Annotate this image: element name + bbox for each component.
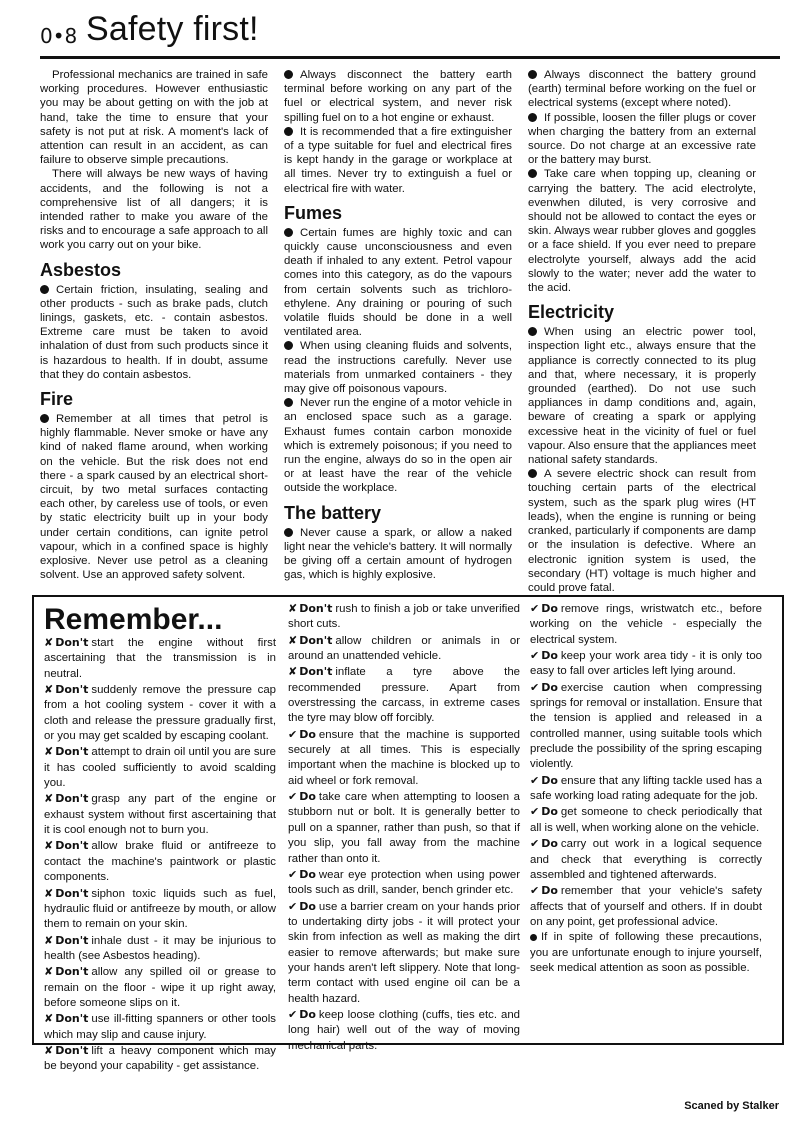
check-icon: ✔ bbox=[530, 649, 540, 663]
cross-icon: ✘ bbox=[44, 1043, 54, 1057]
item-text: allow children or animals in or around an unattended vehicle. bbox=[288, 634, 520, 663]
do-label: Do bbox=[299, 1007, 316, 1021]
item-text: carry out work in a logical sequence and check that everything is correctly assembled and tightened afterwards. bbox=[530, 838, 762, 881]
fumes-heading: Fumes bbox=[284, 202, 343, 223]
battery-heading: The battery bbox=[284, 502, 382, 523]
cross-icon: ✘ bbox=[44, 886, 54, 900]
item-text: suddenly remove the pressure cap from a hot cooling system - cover it with a cloth and release the pressure gradually first, or you may get scalded by escaping coolant. bbox=[44, 684, 276, 743]
dont-label: Don't bbox=[55, 792, 89, 806]
item-text: lift a heavy component which may be beyond your capability - get assistance. bbox=[44, 1044, 276, 1073]
bullet-icon bbox=[40, 414, 49, 423]
item-text: inflate a tyre above the recommended pressure. Apart from overstressing the carcass, in extreme cases the tyre may blow off forcibly. bbox=[288, 666, 520, 725]
remember-title: Remember... bbox=[44, 603, 223, 636]
remember-column-3 bbox=[530, 601, 762, 976]
do-label: Do bbox=[299, 727, 316, 741]
fire-bullet-3: It is recommended that a fire extinguisher of a type suitable for fuel and electrical fires is kept handy in the garage or workplace at all times. Never try to extinguish a fuel or electrical fire with water. bbox=[284, 125, 512, 195]
check-icon: ✔ bbox=[530, 884, 540, 898]
check-icon: ✔ bbox=[530, 680, 540, 694]
cross-icon: ✘ bbox=[288, 602, 298, 615]
cross-icon: ✘ bbox=[44, 839, 54, 853]
remember-column-1 bbox=[44, 635, 276, 1075]
do-item bbox=[288, 867, 520, 899]
item-text: siphon toxic liquids such as fuel, hydraulic fluid or antifreeze by mouth, or allow them to remain on your skin. bbox=[44, 887, 276, 931]
dont-item bbox=[288, 601, 520, 633]
battery-bullet-3: If possible, loosen the filler plugs or cover when charging the battery from an external source. Do not charge at an excessive rate or the battery may burst. bbox=[528, 111, 756, 167]
item-text: get someone to check periodically that all is well, when working alone on the vehicle. bbox=[530, 806, 762, 834]
dont-label: Don't bbox=[55, 965, 89, 979]
remember-box bbox=[32, 595, 784, 1073]
asbestos-heading: Asbestos bbox=[40, 259, 122, 280]
item-text: use ill-fitting spanners or other tools which may slip and cause injury. bbox=[44, 1013, 276, 1041]
cross-icon: ✘ bbox=[44, 792, 54, 806]
bullet-icon bbox=[40, 285, 49, 294]
do-item bbox=[288, 789, 520, 867]
text-column-3 bbox=[528, 68, 756, 595]
header-rule bbox=[40, 56, 780, 59]
item-text: rush to finish a job or take unverified short cuts. bbox=[288, 603, 520, 631]
item-text: inhale dust - it may be injurious to health (see Asbestos heading). bbox=[44, 934, 276, 962]
dont-label: Don't bbox=[299, 633, 333, 647]
cross-icon: ✘ bbox=[44, 745, 54, 759]
page-title: Safety first! bbox=[86, 10, 259, 48]
battery-bullet-4: Take care when topping up, cleaning or carrying the battery. The acid electrolyte, evenwhen diluted, is very corrosive and should not be allowed to contact the eyes or skin. Always wear rubber gloves and goggles or a face shield. If you ever need to prepare electrolyte yourself, always add the acid slowly to the water; never add the water to the acid. bbox=[528, 168, 756, 295]
bullet-icon bbox=[528, 327, 537, 336]
dont-label: Don't bbox=[55, 636, 89, 649]
check-icon: ✔ bbox=[530, 837, 540, 851]
do-item bbox=[288, 899, 520, 1007]
do-item bbox=[530, 773, 762, 805]
dont-label: Don't bbox=[55, 886, 89, 900]
cross-icon: ✘ bbox=[44, 636, 54, 649]
dont-item bbox=[44, 964, 276, 1011]
check-icon: ✔ bbox=[530, 602, 540, 615]
do-item bbox=[288, 1007, 520, 1054]
do-label: Do bbox=[541, 805, 558, 819]
cross-icon: ✘ bbox=[44, 965, 54, 979]
dont-item bbox=[288, 664, 520, 726]
text-column-1 bbox=[40, 68, 268, 583]
dont-item bbox=[44, 838, 276, 885]
item-text: allow brake fluid or antifreeze to contact the machine's paintwork or plastic components. bbox=[44, 840, 276, 884]
dont-label: Don't bbox=[299, 602, 333, 615]
dont-label: Don't bbox=[55, 839, 89, 853]
bullet-icon bbox=[284, 228, 293, 237]
bullet-icon bbox=[528, 469, 537, 478]
cross-icon: ✘ bbox=[288, 633, 298, 647]
do-label: Do bbox=[541, 837, 558, 851]
do-item bbox=[530, 601, 762, 648]
check-icon: ✔ bbox=[288, 899, 298, 913]
fumes-bullet-1: Certain fumes are highly toxic and can quickly cause unconsciousness and even death if inhaled to any extent. Petrol vapour comes into this category, as do the vapours from certain solvents such as trichloro-ethylene. Any draining or pouring of such volatile fluids should be done in a well ventilated area. bbox=[284, 226, 512, 339]
dont-item bbox=[44, 635, 276, 682]
item-text: keep your work area tidy - it is only too easy to fall over articles left lying around. bbox=[530, 650, 762, 678]
do-item bbox=[530, 648, 762, 680]
dont-item bbox=[44, 791, 276, 838]
check-icon: ✔ bbox=[288, 790, 298, 804]
item-text: remove rings, wristwatch etc., before working on the vehicle - especially the electrical system. bbox=[530, 603, 762, 646]
final-advice: If in spite of following these precautions, you are unfortunate enough to injure yourself, seek medical attention as soon as possible. bbox=[530, 931, 762, 974]
fire-bullet-2: Always disconnect the battery earth terminal before working on any part of the fuel or electrical system, and never risk spilling fuel on to a hot engine or exhaust. bbox=[284, 69, 512, 124]
do-item bbox=[530, 883, 762, 930]
item-text: attempt to drain oil until you are sure it has cooled sufficiently to avoid scalding you. bbox=[44, 746, 276, 790]
do-label: Do bbox=[299, 790, 316, 804]
battery-bullet-1: Never cause a spark, or allow a naked light near the vehicle's battery. It will normally be giving off a certain amount of hydrogen gas, which is highly explosive. bbox=[284, 526, 512, 582]
do-label: Do bbox=[541, 649, 558, 663]
do-label: Do bbox=[541, 602, 558, 615]
cross-icon: ✘ bbox=[44, 933, 54, 947]
item-text: allow any spilled oil or grease to remain on the floor - wipe it up right away, before someone slips on it. bbox=[44, 966, 276, 1009]
page-number: 0•8 bbox=[40, 24, 78, 48]
bullet-icon bbox=[284, 398, 293, 407]
do-item bbox=[288, 727, 520, 789]
asbestos-bullet: Certain friction, insulating, sealing and other products - such as brake pads, clutch linings, gaskets, etc. - contain asbestos. Extreme care must be taken to avoid inhalation of dust from such products since it is hazardous to health. If in doubt, assume that they do contain asbestos. bbox=[40, 283, 268, 381]
dont-label: Don't bbox=[55, 933, 89, 947]
do-label: Do bbox=[541, 680, 558, 694]
item-text: wear eye protection when using power tools such as drill, sander, bench grinder etc. bbox=[288, 868, 520, 897]
fumes-bullet-3: Never run the engine of a motor vehicle in an enclosed space such as a garage. Exhaust fumes contain carbon monoxide which is extremely poisonous; if you need to run the engine, always do so in the open air or at least have the rear of the vehicle outside the workplace. bbox=[284, 397, 512, 495]
bullet-icon bbox=[528, 70, 537, 79]
dont-item bbox=[44, 933, 276, 965]
dont-label: Don't bbox=[55, 1012, 89, 1026]
do-item bbox=[530, 680, 762, 773]
text-column-2 bbox=[284, 68, 512, 583]
do-label: Do bbox=[541, 884, 558, 898]
fire-heading: Fire bbox=[40, 389, 74, 410]
electricity-bullet-2: A severe electric shock can result from touching certain parts of the electrical system, such as the spark plug wires (HT leads), when the engine is running or being cranked, particularly if components are damp or the insulation is defective. Where an electronic ignition system is used, the secondary (HT) voltage is much higher and could prove fatal. bbox=[528, 468, 756, 594]
dont-item bbox=[44, 1011, 276, 1043]
cross-icon: ✘ bbox=[288, 665, 298, 679]
intro-paragraph-1: Professional mechanics are trained in safe working procedures. However enthusiastic you may be about getting on with the job at hand, take the time to ensure that your safety is not put at risk. A moment's lack of attention can result in an accident, as can failure to observe simple precautions. bbox=[40, 69, 268, 167]
page-header bbox=[40, 10, 780, 60]
dont-item bbox=[44, 886, 276, 933]
fire-bullet-1: Remember at all times that petrol is highly flammable. Never smoke or have any kind of naked flame around, when working on the vehicle. But the risk does not end there - a spark caused by an electrical short-circuit, by two metal surfaces contacting each other, by careless use of tools, or even by static electricity built up in your body under certain conditions, can ignite petrol vapour, which in a confined space is highly explosive. Never use petrol as a cleaning solvent. Use an approved safety solvent. bbox=[40, 413, 268, 582]
electricity-heading: Electricity bbox=[528, 302, 615, 323]
remember-column-2 bbox=[288, 601, 520, 1054]
bullet-icon bbox=[528, 113, 537, 122]
do-item bbox=[530, 804, 762, 836]
scan-credit: Scaned by Stalker bbox=[684, 1100, 779, 1112]
bullet-icon bbox=[528, 169, 537, 178]
bullet-icon bbox=[284, 528, 293, 537]
do-item bbox=[530, 836, 762, 883]
item-text: grasp any part of the engine or exhaust system without first ascertaining that it is cool enough not to burn you. bbox=[44, 793, 276, 837]
do-label: Do bbox=[299, 867, 316, 881]
dont-item bbox=[44, 744, 276, 791]
item-text: remember that your vehicle's safety affects that of yourself and others. If in doubt on any point, get professional advice. bbox=[530, 885, 762, 928]
do-label: Do bbox=[541, 773, 558, 787]
dont-item bbox=[44, 682, 276, 744]
bullet-icon bbox=[284, 341, 293, 350]
intro-paragraph-2: There will always be new ways of having accidents, and the following is not a comprehensive list of all dangers; it is intended rather to make you aware of the risks and to encourage a safe approach to all work you carry out on your bike. bbox=[40, 168, 268, 252]
dont-item bbox=[44, 1043, 276, 1075]
dont-label: Don't bbox=[55, 683, 89, 697]
dont-label: Don't bbox=[55, 745, 89, 759]
item-text: take care when attempting to loosen a stubborn nut or bolt. It is generally better to pull on a spanner, rather than push, so that if you slip, you fall away from the machine rather than onto it. bbox=[288, 791, 520, 865]
bullet-icon bbox=[284, 70, 293, 79]
item-text: start the engine without first ascertaining that the transmission is in neutral. bbox=[44, 637, 276, 680]
item-text: use a barrier cream on your hands prior to undertaking dirty jobs - it will protect your skin from infection as well as making the dirt easier to remove afterwards; but make sure your hands aren't left slippery. Note that long-term contact with used engine oil can be a health hazard. bbox=[288, 900, 520, 1005]
check-icon: ✔ bbox=[288, 867, 298, 881]
dont-label: Don't bbox=[299, 665, 333, 679]
item-text: ensure that the machine is supported securely at all times. This is especially important when the machine is blocked up to aid wheel or fork removal. bbox=[288, 728, 520, 787]
check-icon: ✔ bbox=[288, 727, 298, 741]
dont-item bbox=[288, 633, 520, 665]
check-icon: ✔ bbox=[288, 1007, 298, 1021]
check-icon: ✔ bbox=[530, 805, 540, 819]
fumes-bullet-2: When using cleaning fluids and solvents, read the instructions carefully. Never use materials from unmarked containers - they may give off poisonous vapours. bbox=[284, 340, 512, 396]
cross-icon: ✘ bbox=[44, 1012, 54, 1026]
cross-icon: ✘ bbox=[44, 683, 54, 697]
item-text: exercise caution when compressing springs for removal or installation. Ensure that the tension is applied and released in a controlled manner, using suitable tools which preclude the possibility of the spring escaping violently. bbox=[530, 681, 762, 771]
item-text: ensure that any lifting tackle used has a safe working load rating adequate for the job. bbox=[530, 774, 762, 803]
check-icon: ✔ bbox=[530, 773, 540, 787]
dont-label: Don't bbox=[55, 1043, 89, 1057]
do-label: Do bbox=[299, 899, 316, 913]
battery-bullet-2: Always disconnect the battery ground (earth) terminal before working on the fuel or electrical systems (except where noted). bbox=[528, 69, 756, 110]
bullet-icon bbox=[530, 934, 537, 941]
item-text: keep loose clothing (cuffs, ties etc. and long hair) well out of the way of moving mechanical parts. bbox=[288, 1008, 520, 1052]
bullet-icon bbox=[284, 127, 293, 136]
electricity-bullet-1: When using an electric power tool, inspection light etc., always ensure that the appliance is correctly connected to its plug and that, where necessary, it is properly grounded (earthed). Do not use such appliances in damp conditions and, again, beware of creating a spark or applying excessive heat in the vicinity of fuel or fuel vapour. Also ensure that the appliances meet national safety standards. bbox=[528, 326, 756, 467]
